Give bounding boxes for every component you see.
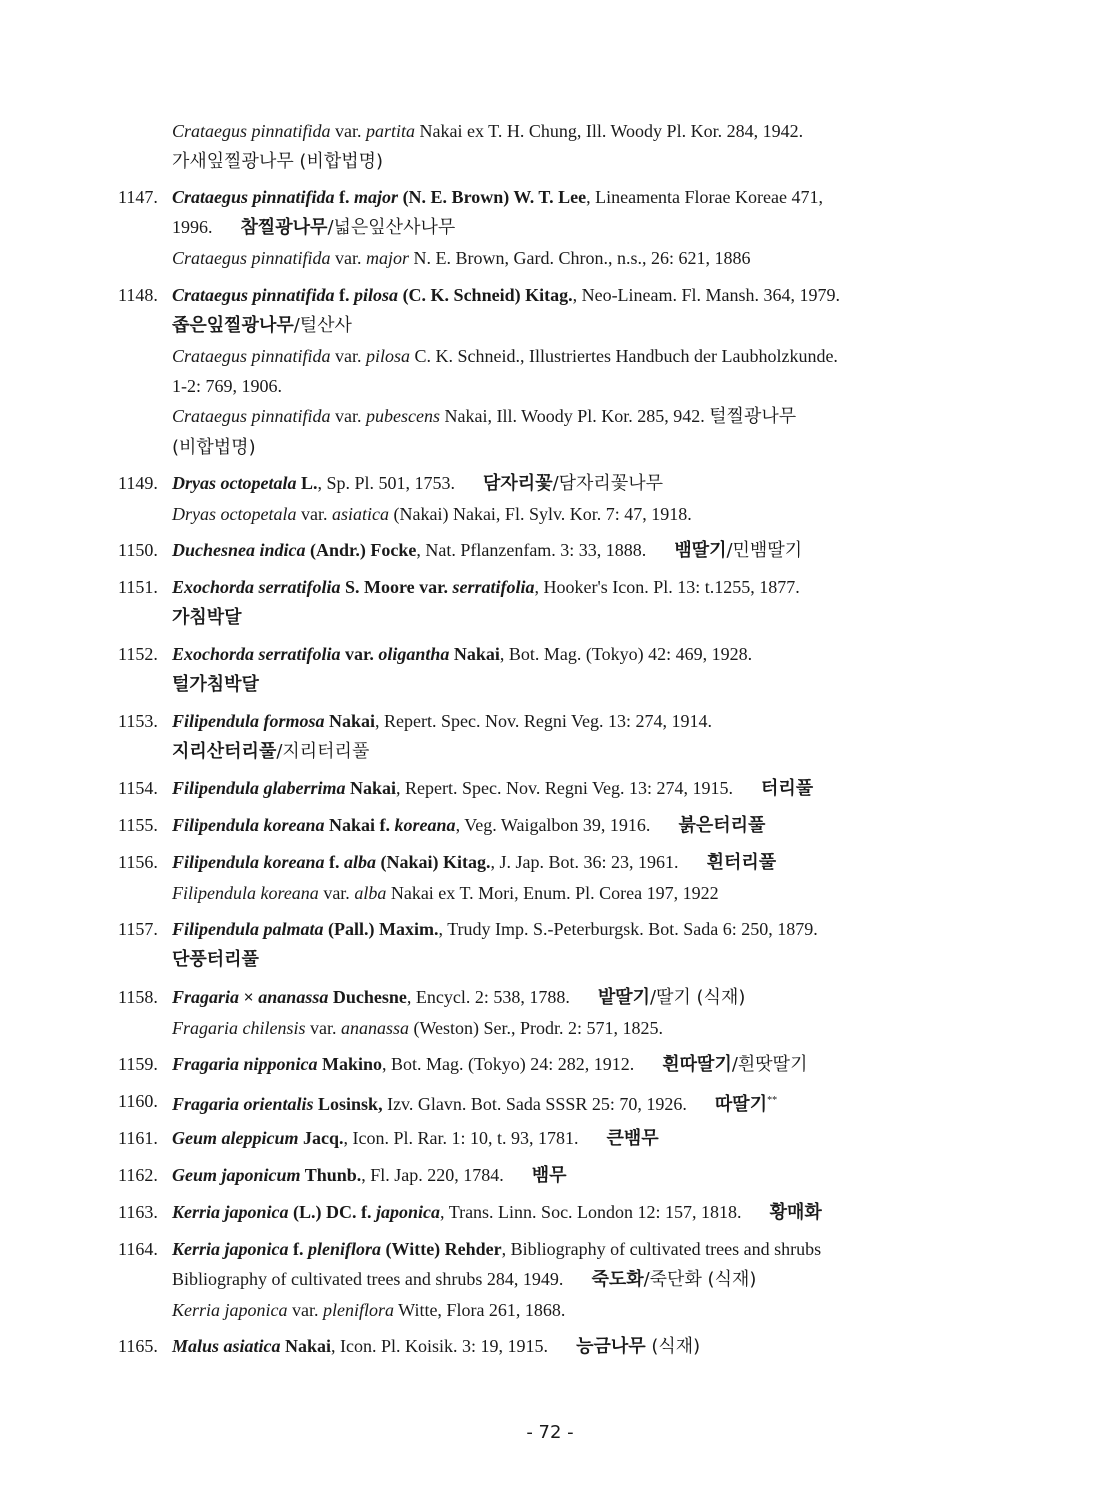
citation-text: var. — [330, 121, 367, 141]
entry-line — [172, 944, 988, 975]
entry-number: 1151. — [118, 577, 158, 597]
accepted-name: Crataegus pinnatifida — [172, 285, 335, 305]
author-name: Nakai — [324, 711, 376, 731]
accepted-name: major — [354, 187, 399, 207]
citation-text: , Icon. Pl. Rar. 1: 10, t. 93, 1781. — [343, 1128, 579, 1148]
entry-continuation — [118, 116, 988, 177]
citation-text: 1996. — [172, 217, 213, 237]
accepted-name: Filipendula glaberrima — [172, 778, 346, 798]
author-name: f. — [334, 285, 355, 305]
accepted-name: Fragaria orientalis — [172, 1094, 314, 1114]
author-name: Losinsk, — [313, 1094, 383, 1114]
author-name: f. — [324, 852, 345, 872]
entry-line — [172, 401, 988, 432]
korean-name-primary: 참찔광나무 — [240, 217, 328, 238]
entry-number: 1149. — [118, 473, 158, 493]
citation-text: , Repert. Spec. Nov. Regni Veg. 13: 274, 1914. — [375, 711, 713, 731]
korean-name-primary: 붉은터리풀 — [678, 815, 766, 836]
korean-name-primary: 죽도화 — [591, 1269, 644, 1290]
author-name: S. Moore var. — [340, 577, 453, 597]
author-name: (Andr.) Focke — [305, 540, 417, 560]
korean-name: 털찔광나무 — [709, 406, 797, 427]
author-name: Nakai f. — [324, 815, 395, 835]
entry-number: 1162. — [118, 1165, 158, 1185]
author-name: Duchesne — [328, 987, 407, 1007]
entry-line — [172, 341, 988, 371]
entry-line — [172, 146, 988, 177]
entry-line — [172, 499, 988, 529]
citation-text: var. — [330, 248, 367, 268]
citation-text: Witte, Flora 261, 1868. — [394, 1300, 566, 1320]
citation-text: var. — [305, 1018, 341, 1038]
accepted-name: Crataegus pinnatifida — [172, 187, 335, 207]
korean-name: /죽단화 (식재) — [643, 1269, 757, 1290]
scientific-name: Fragaria chilensis — [172, 1018, 306, 1038]
author-name: Makino — [317, 1054, 383, 1074]
korean-name-primary: 담자리꽃 — [483, 473, 553, 494]
entry-1160 — [118, 1086, 988, 1120]
korean-name: (비합법명) — [172, 437, 256, 458]
accepted-name: oligantha — [378, 644, 450, 664]
scientific-name: Crataegus pinnatifida — [172, 248, 331, 268]
author-name: (Nakai) Kitag. — [376, 852, 491, 872]
korean-name-primary: 황매화 — [769, 1202, 822, 1223]
korean-name-primary: 털가침박달 — [172, 674, 259, 695]
entry-line-main — [172, 535, 988, 566]
entry-line-main — [172, 1123, 988, 1154]
entry-1164 — [118, 1234, 988, 1325]
entry-line-main — [172, 1049, 988, 1080]
entry-line-main — [172, 773, 988, 804]
accepted-name: Duchesnea indica — [172, 540, 306, 560]
author-name: L. — [296, 473, 318, 493]
citation-text: Izv. Glavn. Bot. Sada SSSR 25: 70, 1926. — [382, 1094, 687, 1114]
entry-number: 1157. — [118, 919, 158, 939]
author-name: (L.) DC. f. — [288, 1202, 377, 1222]
accepted-name: ananassa — [258, 987, 329, 1007]
korean-name-primary: 밭딸기 — [597, 987, 650, 1008]
entry-number: 1163. — [118, 1202, 158, 1222]
author-name: f. — [334, 187, 355, 207]
entry-line-main — [172, 1197, 988, 1228]
citation-text: var. — [330, 346, 367, 366]
citation-text: Bibliography of cultivated trees and shrubs 284, 1949. — [172, 1269, 564, 1289]
korean-name-primary: 뱀무 — [531, 1165, 567, 1186]
entry-1165 — [118, 1331, 988, 1362]
korean-name-primary: 지리산터리풀 — [172, 741, 277, 762]
entry-line — [172, 669, 988, 700]
accepted-name: Malus asiatica — [172, 1336, 281, 1356]
korean-name-primary: 능금나무 — [576, 1336, 646, 1357]
author-name: (N. E. Brown) W. T. Lee — [398, 187, 587, 207]
entry-1162 — [118, 1160, 988, 1191]
korean-name-primary: 단풍터리풀 — [172, 949, 259, 970]
entry-1152 — [118, 639, 988, 700]
citation-text: , J. Jap. Bot. 36: 23, 1961. — [490, 852, 679, 872]
citation-text: Nakai ex T. Mori, Enum. Pl. Corea 197, 1922 — [386, 883, 719, 903]
korean-name: /털산사 — [293, 315, 352, 336]
entry-1161 — [118, 1123, 988, 1154]
entry-line — [172, 878, 988, 908]
entry-line — [172, 310, 988, 341]
author-name: var. — [340, 644, 379, 664]
entry-line-main — [172, 468, 988, 499]
entry-number: 1148. — [118, 285, 158, 305]
citation-text: 1-2: 769, 1906. — [172, 376, 282, 396]
entry-1154 — [118, 773, 988, 804]
scientific-name: Dryas octopetala — [172, 504, 297, 524]
entry-1149 — [118, 468, 988, 529]
korean-name-primary: 뱀딸기 — [674, 540, 727, 561]
entry-line-main — [172, 1331, 988, 1362]
korean-name-primary: 터리풀 — [761, 778, 814, 799]
scientific-name: Kerria japonica — [172, 1300, 288, 1320]
korean-name: /넓은잎산사나무 — [327, 217, 456, 238]
entry-1163 — [118, 1197, 988, 1228]
entry-number: 1152. — [118, 644, 158, 664]
entry-line — [172, 212, 988, 243]
entry-line-main — [172, 914, 988, 944]
accepted-name: Filipendula koreana — [172, 815, 325, 835]
entry-1148 — [118, 280, 988, 463]
entry-1147 — [118, 182, 988, 273]
entry-line — [172, 736, 988, 767]
entry-1156 — [118, 847, 988, 908]
entry-line-main — [172, 1086, 988, 1120]
accepted-name: koreana — [394, 815, 456, 835]
scientific-name: Crataegus pinnatifida — [172, 121, 331, 141]
entry-line — [172, 1013, 988, 1043]
korean-name-primary: 흰따딸기 — [662, 1054, 732, 1075]
accepted-name: serratifolia — [452, 577, 535, 597]
author-name: Nakai — [345, 778, 397, 798]
entry-number: 1164. — [118, 1239, 158, 1259]
accepted-name: Filipendula formosa — [172, 711, 325, 731]
accepted-name: Filipendula koreana — [172, 852, 325, 872]
citation-text: , Neo-Lineam. Fl. Mansh. 364, 1979. — [572, 285, 841, 305]
entry-line-main — [172, 1234, 988, 1264]
entry-line — [172, 371, 988, 401]
citation-text: Nakai ex T. H. Chung, Ill. Woody Pl. Kor. 284, 1942. — [415, 121, 804, 141]
citation-text: , Hooker's Icon. Pl. 13: t.1255, 1877. — [534, 577, 800, 597]
accepted-name: Kerria japonica — [172, 1202, 289, 1222]
entry-line-main — [172, 847, 988, 878]
citation-text: var. — [287, 1300, 323, 1320]
author-name: Nakai — [280, 1336, 332, 1356]
scientific-name: pleniflora — [323, 1300, 394, 1320]
author-name: (Witte) Rehder — [381, 1239, 502, 1259]
citation-text: , Bibliography of cultivated trees and shrubs — [501, 1239, 822, 1259]
entry-line — [172, 602, 988, 633]
entry-line-main — [172, 810, 988, 841]
korean-name-primary: 좁은잎찔광나무 — [172, 315, 294, 336]
entry-1150 — [118, 535, 988, 566]
entry-number: 1155. — [118, 815, 158, 835]
scientific-name: pilosa — [366, 346, 411, 366]
entry-1157 — [118, 914, 988, 975]
citation-text: , Trans. Linn. Soc. London 12: 157, 1818. — [440, 1202, 742, 1222]
entry-line-main — [172, 572, 988, 602]
entry-line — [172, 1295, 988, 1325]
accepted-name: alba — [344, 852, 377, 872]
entry-line — [172, 432, 988, 463]
entry-number: 1156. — [118, 852, 158, 872]
scientific-name: partita — [366, 121, 416, 141]
entry-line — [172, 1264, 988, 1295]
entry-1159 — [118, 1049, 988, 1080]
scientific-name: Crataegus pinnatifida — [172, 346, 331, 366]
accepted-name: Exochorda serratifolia — [172, 644, 341, 664]
korean-name-primary: 흰터리풀 — [706, 852, 777, 873]
korean-name-primary: 가침박달 — [172, 607, 242, 628]
citation-text: , Sp. Pl. 501, 1753. — [317, 473, 456, 493]
citation-text: , Trudy Imp. S.-Peterburgsk. Bot. Sada 6: 250, 1879. — [438, 919, 818, 939]
citation-text: , Icon. Pl. Koisik. 3: 19, 1915. — [331, 1336, 549, 1356]
entry-1151 — [118, 572, 988, 633]
korean-name: /지리터리풀 — [276, 741, 370, 762]
entry-line-main — [172, 639, 988, 669]
accepted-name: Geum japonicum — [172, 1165, 301, 1185]
entry-number: 1158. — [118, 987, 158, 1007]
korean-name: /담자리꽃나무 — [552, 473, 663, 494]
citation-text: , Veg. Waigalbon 39, 1916. — [455, 815, 651, 835]
scientific-name: asiatica — [331, 504, 389, 524]
entry-line-main — [172, 116, 988, 146]
citation-text: , Nat. Pflanzenfam. 3: 33, 1888. — [416, 540, 647, 560]
accepted-name: pilosa — [354, 285, 399, 305]
accepted-name: Exochorda serratifolia — [172, 577, 341, 597]
citation-text: var. — [318, 883, 355, 903]
author-name: × — [239, 987, 259, 1007]
accepted-name: Kerria japonica — [172, 1239, 289, 1259]
scientific-name: Crataegus pinnatifida — [172, 406, 331, 426]
author-name: Jacq. — [298, 1128, 344, 1148]
korean-name: (식재) — [645, 1336, 701, 1357]
citation-text: , Lineamenta Florae Koreae 471, — [586, 187, 823, 207]
entry-line-main — [172, 182, 988, 212]
scientific-name: major — [366, 248, 410, 268]
korean-name: /딸기 (식재) — [650, 987, 746, 1008]
korean-name-primary: 큰뱀무 — [606, 1128, 659, 1149]
accepted-name: pleniflora — [308, 1239, 382, 1259]
entry-line-main — [172, 706, 988, 736]
citation-text: , Bot. Mag. (Tokyo) 42: 469, 1928. — [499, 644, 753, 664]
entry-number: 1160. — [118, 1091, 158, 1111]
accepted-name: Fragaria nipponica — [172, 1054, 318, 1074]
entry-number: 1150. — [118, 540, 158, 560]
entry-number: 1153. — [118, 711, 158, 731]
entry-line — [172, 243, 988, 273]
scientific-name: alba — [354, 883, 387, 903]
citation-text: , Encycl. 2: 538, 1788. — [406, 987, 570, 1007]
accepted-name: japonica — [376, 1202, 441, 1222]
footnote-mark: ** — [767, 1095, 778, 1106]
author-name: Nakai — [449, 644, 500, 664]
citation-text: var. — [330, 406, 367, 426]
entry-line-main — [172, 280, 988, 310]
citation-text: (Nakai) Nakai, Fl. Sylv. Kor. 7: 47, 1918. — [388, 504, 692, 524]
page-number: - 72 - — [526, 1422, 574, 1443]
citation-text: , Bot. Mag. (Tokyo) 24: 282, 1912. — [382, 1054, 635, 1074]
citation-text: var. — [296, 504, 332, 524]
accepted-name: Filipendula palmata — [172, 919, 324, 939]
author-name: (C. K. Schneid) Kitag. — [398, 285, 573, 305]
korean-name-primary: 따딸기 — [714, 1094, 768, 1115]
citation-text: N. E. Brown, Gard. Chron., n.s., 26: 621, 1886 — [409, 248, 751, 268]
citation-text: (Weston) Ser., Prodr. 2: 571, 1825. — [409, 1018, 664, 1038]
citation-text: , Repert. Spec. Nov. Regni Veg. 13: 274, 1915. — [396, 778, 734, 798]
entry-number: 1161. — [118, 1128, 158, 1148]
entry-line-main — [172, 1160, 988, 1191]
citation-text: Nakai, Ill. Woody Pl. Kor. 285, 942. — [440, 406, 710, 426]
scientific-name: Filipendula koreana — [172, 883, 319, 903]
korean-name: 가새잎찔광나무 (비합법명) — [172, 151, 384, 172]
korean-name: /흰땃딸기 — [731, 1054, 808, 1075]
author-name: f. — [288, 1239, 309, 1259]
entry-line-main — [172, 982, 988, 1013]
citation-text: C. K. Schneid., Illustriertes Handbuch der Laubholzkunde. — [410, 346, 838, 366]
entry-number: 1159. — [118, 1054, 158, 1074]
accepted-name: Geum aleppicum — [172, 1128, 299, 1148]
accepted-name: Dryas octopetala — [172, 473, 297, 493]
entry-1158 — [118, 982, 988, 1043]
entry-number: 1154. — [118, 778, 158, 798]
scientific-name: ananassa — [341, 1018, 410, 1038]
accepted-name: Fragaria — [172, 987, 240, 1007]
citation-text: , Fl. Jap. 220, 1784. — [361, 1165, 504, 1185]
entry-number: 1165. — [118, 1336, 158, 1356]
entry-number: 1147. — [118, 187, 158, 207]
author-name: Thunb. — [300, 1165, 362, 1185]
scientific-name: pubescens — [366, 406, 440, 426]
korean-name: /민뱀딸기 — [726, 540, 803, 561]
entry-1155 — [118, 810, 988, 841]
author-name: (Pall.) Maxim. — [323, 919, 439, 939]
entry-1153 — [118, 706, 988, 767]
